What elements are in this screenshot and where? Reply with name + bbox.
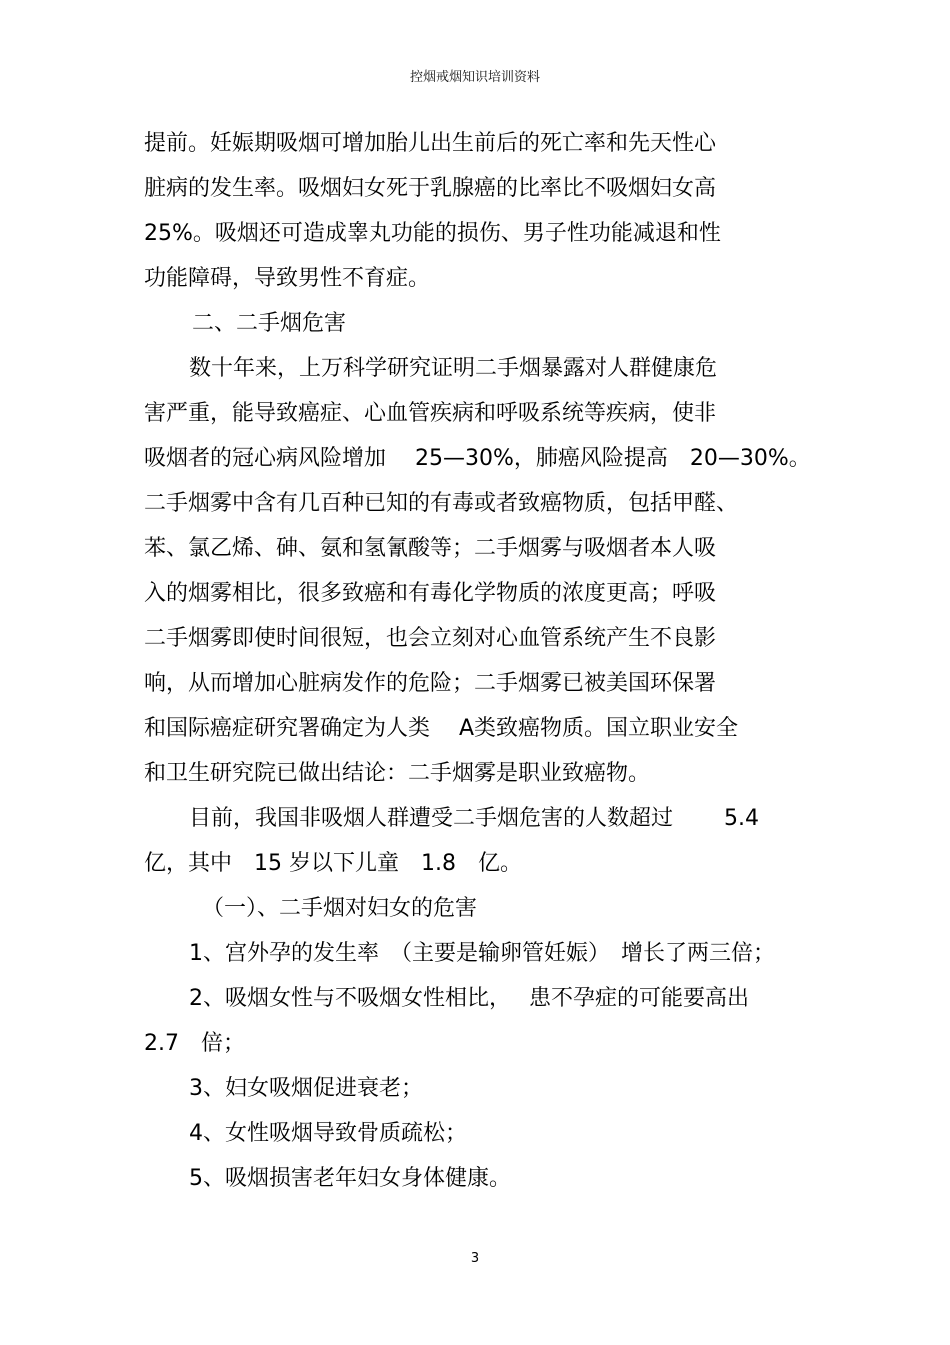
list-item: 5、吸烟损害老年妇女身体健康。 <box>189 1166 511 1191</box>
text-line: 和国际癌症研究署确定为人类 A类致癌物质。国立职业安全 <box>144 716 739 741</box>
text-line: 2.7 倍； <box>144 1031 245 1056</box>
text-line: 提前。妊娠期吸烟可增加胎儿出生前后的死亡率和先天性心 <box>144 131 717 156</box>
text-line: 目前，我国非吸烟人群遭受二手烟危害的人数超过 5.4 <box>189 806 759 831</box>
subsection-heading: （一）、二手烟对妇女的危害 <box>202 896 478 921</box>
text-line: 吸烟者的冠心病风险增加 25—30%，肺癌风险提高 20—30%。 <box>144 446 811 471</box>
text-line: 脏病的发生率。吸烟妇女死于乳腺癌的比率比不吸烟妇女高 <box>144 176 717 201</box>
text-line: 害严重，能导致癌症、心血管疾病和呼吸系统等疾病，使非 <box>144 401 717 426</box>
text-line: 二手烟雾即使时间很短，也会立刻对心血管系统产生不良影 <box>144 626 717 651</box>
text-line: 和卫生研究院已做出结论：二手烟雾是职业致癌物。 <box>144 761 651 786</box>
text-line: 苯、氯乙烯、砷、氨和氢氰酸等；二手烟雾与吸烟者本人吸 <box>144 536 717 561</box>
text-line: 25%。吸烟还可造成睾丸功能的损伤、男子性功能减退和性 <box>144 221 721 246</box>
text-line: 响，从而增加心脏病发作的危险；二手烟雾已被美国环保署 <box>144 671 717 696</box>
section-heading: 二、二手烟危害 <box>192 311 347 336</box>
list-item: 3、妇女吸烟促进衰老； <box>189 1076 423 1101</box>
list-item: 2、吸烟女性与不吸烟女性相比， 患不孕症的可能要高出 <box>189 986 749 1011</box>
list-item: 1、宫外孕的发生率 （主要是输卵管妊娠） 增长了两三倍； <box>189 941 775 966</box>
list-item: 4、女性吸烟导致骨质疏松； <box>189 1121 467 1146</box>
text-line: 数十年来，上万科学研究证明二手烟暴露对人群健康危 <box>189 356 718 381</box>
page-number: 3 <box>470 1251 480 1266</box>
page-header: 控烟戒烟知识培训资料 <box>409 70 540 85</box>
text-line: 入的烟雾相比，很多致癌和有毒化学物质的浓度更高；呼吸 <box>144 581 717 606</box>
text-line: 亿，其中 15 岁以下儿童 1.8 亿。 <box>144 851 522 876</box>
text-line: 功能障碍，导致男性不育症。 <box>144 266 431 291</box>
text-line: 二手烟雾中含有几百种已知的有毒或者致癌物质，包括甲醛、 <box>144 491 739 516</box>
